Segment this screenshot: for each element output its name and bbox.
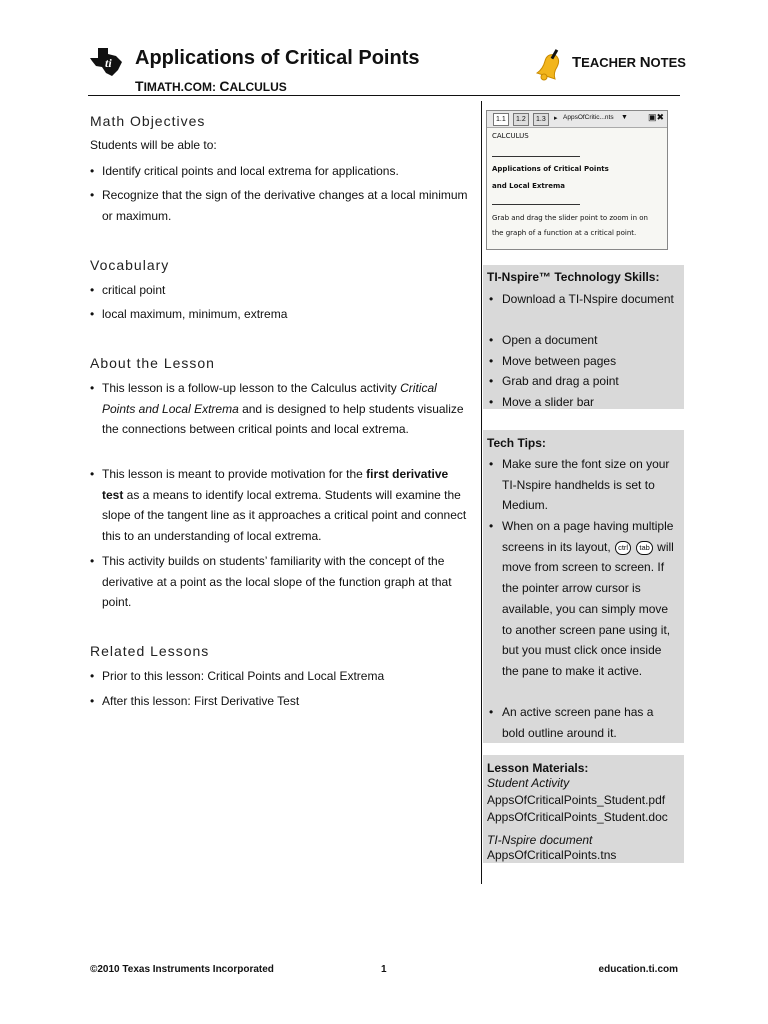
screen-line: Grab and drag the slider point to zoom in on <box>492 214 648 222</box>
list-item: • Move between pages <box>489 354 617 368</box>
copyright: ©2010 Texas Instruments Incorporated <box>90 964 274 975</box>
list-item: • local maximum, minimum, extrema <box>90 307 288 321</box>
list-item: • This activity builds on students’ familiarity with the concept of the derivative at a point as the local slope of the function graph at that point. <box>90 554 452 609</box>
screen-line: the graph of a function at a critical point. <box>492 229 637 237</box>
materials-heading: Lesson Materials: <box>487 761 589 775</box>
objectives-intro: Students will be able to: <box>90 138 217 152</box>
file-name: AppsOfCriticalPoints.tns <box>487 848 617 862</box>
student-activity-label: Student Activity <box>487 776 570 790</box>
list-item: • An active screen pane has a bold outline around it. <box>489 705 654 740</box>
list-item: • critical point <box>90 283 166 297</box>
list-item: • Open a document <box>489 333 598 347</box>
skills-box <box>483 265 684 409</box>
battery-close-icon: ▣✖ <box>647 112 664 122</box>
tab-key-icon: tab <box>636 541 652 555</box>
page-number: 1 <box>381 964 387 975</box>
teacher-notes-label: TEACHER NOTES <box>572 54 686 71</box>
about-heading: About the Lesson <box>90 355 215 371</box>
ctrl-key-icon: ctrl <box>615 541 631 555</box>
file-name: AppsOfCriticalPoints_Student.pdf <box>487 793 666 807</box>
file-name: AppsOfCriticalPoints_Student.doc <box>487 810 668 824</box>
screen-line: CALCULUS <box>492 132 529 140</box>
page-tab: 1.1 <box>493 113 509 126</box>
skills-heading: TI-Nspire™ Technology Skills: <box>487 270 660 284</box>
subtitle: TIMATH.COM: CALCULUS <box>135 78 287 94</box>
list-item: • Identify critical points and local extrema for applications. <box>90 164 399 178</box>
related-heading: Related Lessons <box>90 643 210 659</box>
list-item: • Recognize that the sign of the derivative changes at a local minimum or maximum. <box>90 188 468 223</box>
screen-divider <box>492 156 580 157</box>
list-item: • Grab and drag a point <box>489 374 619 388</box>
materials-box <box>483 755 684 863</box>
tns-screenshot <box>486 110 668 250</box>
page-title: Applications of Critical Points <box>135 47 420 69</box>
screen-line: and Local Extrema <box>492 182 565 190</box>
tech-tips-box <box>483 430 684 743</box>
column-divider <box>481 101 482 884</box>
dropdown-icon: ▼ <box>621 114 628 121</box>
screenshot-toolbar <box>487 111 667 128</box>
site-url: education.ti.com <box>598 964 678 975</box>
arrow-right-icon: ▸ <box>554 115 558 122</box>
list-item: • This lesson is a follow-up lesson to the Calculus activity Critical Points and Local Extrema and is designed to help students visualize the connections between critical points and local extrema. <box>90 381 464 436</box>
list-item: • When on a page having multiple screens in its layout, ctrl tab will move from screen to screen. If the pointer arrow cursor is available, you can simply move to another screen pane using it, but you must click once inside the pane to make it active. <box>489 519 674 678</box>
list-item: • Download a TI-Nspire document <box>489 292 674 306</box>
page-tab: 1.3 <box>533 113 549 126</box>
tips-heading: Tech Tips: <box>487 436 546 450</box>
list-item: • Move a slider bar <box>489 395 595 409</box>
page-tab: 1.2 <box>513 113 529 126</box>
screen-line: Applications of Critical Points <box>492 165 609 173</box>
texas-instruments-logo <box>88 46 124 78</box>
list-item: • Prior to this lesson: Critical Points and Local Extrema <box>90 669 385 683</box>
bell-icon <box>533 47 567 81</box>
screen-divider <box>492 204 580 205</box>
list-item: • This lesson is meant to provide motivation for the first derivative test as a means to identify local extrema. Students will examine the slope of the tangent line as it approaches a critical point and connect this to an understanding of local extrema. <box>90 467 467 543</box>
tns-label: TI-Nspire document <box>487 833 593 847</box>
list-item: • After this lesson: First Derivative Test <box>90 694 300 708</box>
svg-text:ti: ti <box>105 56 112 70</box>
objectives-heading: Math Objectives <box>90 113 206 129</box>
header-divider <box>88 95 680 96</box>
vocabulary-heading: Vocabulary <box>90 257 170 273</box>
document-title: AppsOfCritic...nts <box>563 114 614 121</box>
list-item: • Make sure the font size on your TI-Nspire handhelds is set to Medium. <box>489 457 670 513</box>
